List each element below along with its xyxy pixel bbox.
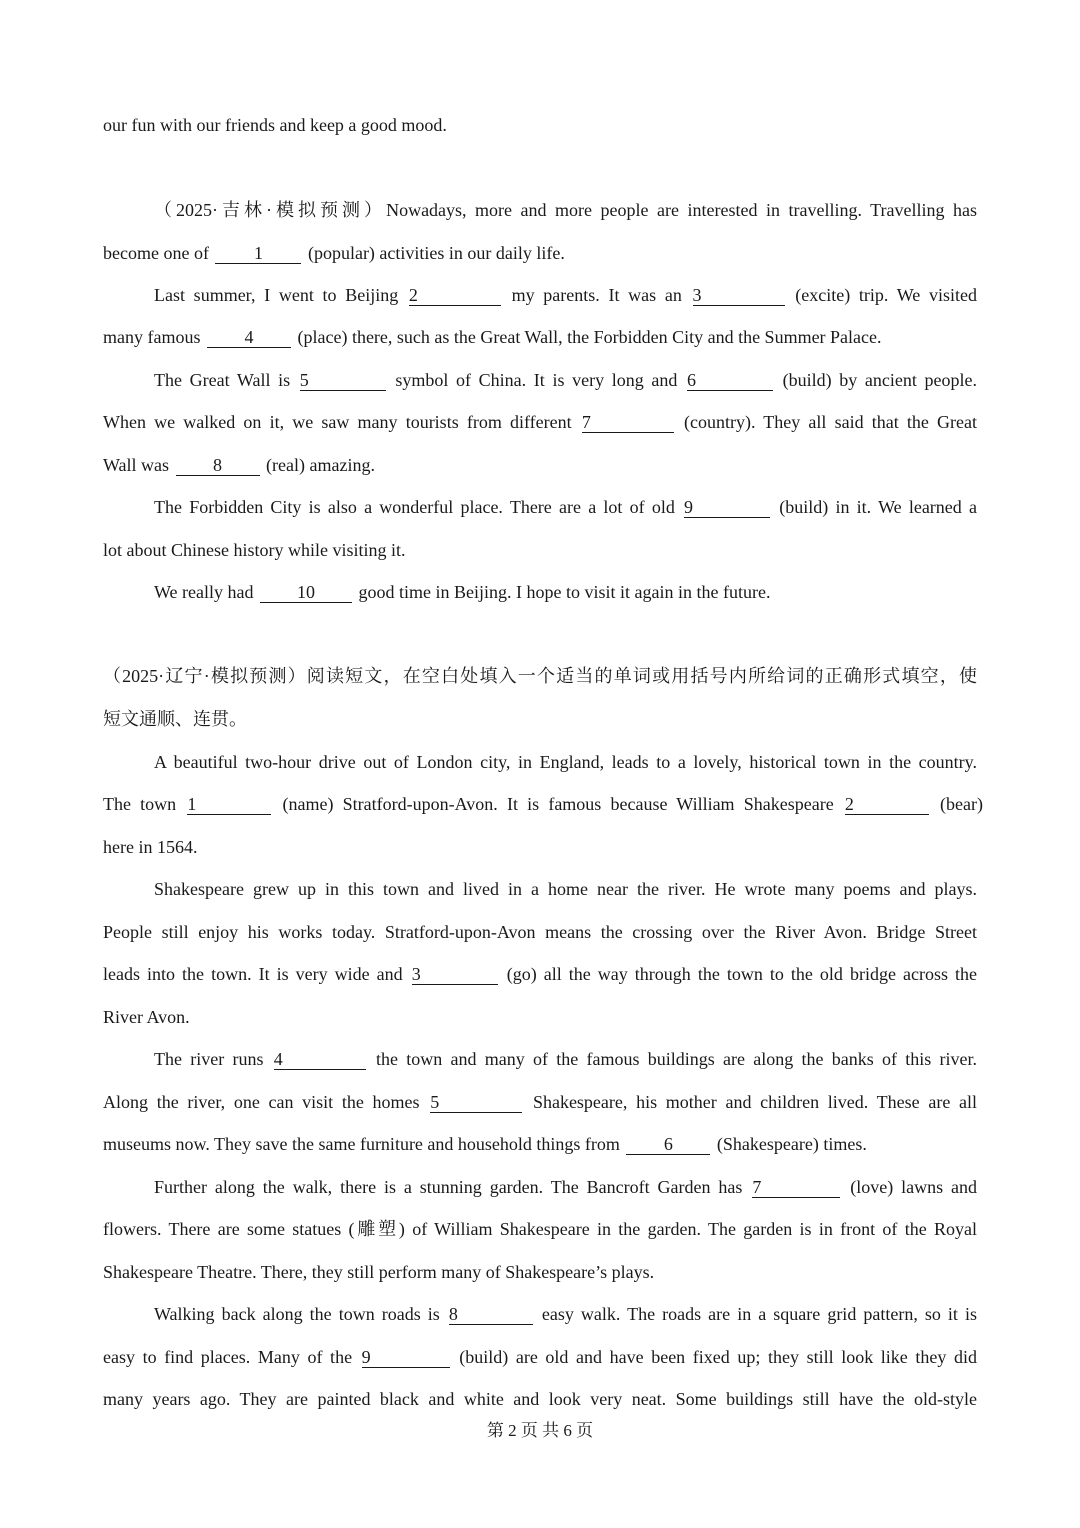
text-line: The river runs 4 the town and many of the famous buildings are along the banks of this river. — [154, 1049, 978, 1069]
text-line: Further along the walk, there is a stunning garden. The Bancroft Garden has 7 (love) lawns and — [154, 1177, 977, 1197]
passage-1-heading-line: （2025·吉林·模拟预测）Nowadays, more and more people are interested in travelling. Travelling has — [154, 200, 977, 220]
text-line: When we walked on it, we saw many tourists from different 7 (country). They all said that the Great — [103, 412, 977, 432]
text-line: museums now. They save the same furniture and household things from 6 (Shakespeare) times. — [103, 1134, 867, 1154]
text-line: Last summer, I went to Beijing 2 my parents. It was an 3 (excite) trip. We visited — [154, 285, 977, 305]
text-line: here in 1564. — [103, 837, 198, 857]
text-line: Shakespeare grew up in this town and lived in a home near the river. He wrote many poems and plays. — [154, 879, 977, 899]
answer-blank-8[interactable]: 8 — [449, 1304, 533, 1325]
instruction-line: 短文通顺、连贯。 — [103, 709, 247, 729]
text-line: many years ago. They are painted black and white and look very neat. Some buildings still have the old-style — [103, 1389, 977, 1409]
text-line: We really had 10 good time in Beijing. I hope to visit it again in the future. — [154, 582, 771, 602]
answer-blank-5[interactable]: 5 — [300, 370, 386, 391]
text-line: The Great Wall is 5 symbol of China. It is very long and 6 (build) by ancient people. — [154, 370, 977, 390]
text-line: become one of 1 (popular) activities in our daily life. — [103, 243, 565, 263]
answer-blank-7[interactable]: 7 — [752, 1177, 840, 1198]
passage-2-heading-line: （2025·辽宁·模拟预测）阅读短文，在空白处填入一个适当的单词或用括号内所给词的正确形式填空，使 — [103, 666, 977, 686]
answer-blank-8[interactable]: 8 — [176, 455, 260, 476]
text-line: The town 1 (name) Stratford-upon-Avon. It is famous because William Shakespeare 2 (bear) — [103, 794, 984, 814]
text-line: lot about Chinese history while visiting it. — [103, 540, 406, 560]
page-number-footer: 第 2 页 共 6 页 — [486, 1421, 594, 1440]
answer-blank-1[interactable]: 1 — [215, 243, 301, 264]
answer-blank-3[interactable]: 3 — [693, 285, 785, 306]
text-line: flowers. There are some statues (雕塑) of William Shakespeare in the garden. The garden is in front of the Royal — [103, 1219, 977, 1239]
text-line: People still enjoy his works today. Stratford-upon-Avon means the crossing over the River Avon. Bridge Street — [103, 922, 977, 942]
answer-blank-2[interactable]: 2 — [845, 794, 929, 815]
answer-blank-6[interactable]: 6 — [626, 1134, 710, 1155]
answer-blank-2[interactable]: 2 — [409, 285, 501, 306]
answer-blank-10[interactable]: 10 — [260, 582, 352, 603]
text-line: A beautiful two-hour drive out of London city, in England, leads to a lovely, historical town in the country. — [154, 752, 977, 772]
text-line: Walking back along the town roads is 8 easy walk. The roads are in a square grid pattern, so it is — [154, 1304, 977, 1324]
text-line: our fun with our friends and keep a good mood. — [103, 115, 447, 135]
text-line: Shakespeare Theatre. There, they still perform many of Shakespeare’s plays. — [103, 1262, 655, 1282]
answer-blank-1[interactable]: 1 — [187, 794, 271, 815]
answer-blank-9[interactable]: 9 — [362, 1347, 450, 1368]
answer-blank-4[interactable]: 4 — [274, 1049, 366, 1070]
answer-blank-7[interactable]: 7 — [582, 412, 674, 433]
text-line: River Avon. — [103, 1007, 190, 1027]
answer-blank-6[interactable]: 6 — [687, 370, 773, 391]
text-line: easy to find places. Many of the 9 (build) are old and have been fixed up; they still look like they did — [103, 1347, 977, 1367]
text-line: Along the river, one can visit the homes 5 Shakespeare, his mother and children lived. These are all — [103, 1092, 977, 1112]
text-line: The Forbidden City is also a wonderful place. There are a lot of old 9 (build) in it. We learned a — [154, 497, 977, 517]
text-line: many famous 4 (place) there, such as the Great Wall, the Forbidden City and the Summer Palace. — [103, 327, 882, 347]
answer-blank-9[interactable]: 9 — [684, 497, 770, 518]
answer-blank-4[interactable]: 4 — [207, 327, 291, 348]
text-line: leads into the town. It is very wide and 3 (go) all the way through the town to the old bridge across the — [103, 964, 977, 984]
text-line: Wall was 8 (real) amazing. — [103, 455, 375, 475]
answer-blank-5[interactable]: 5 — [430, 1092, 522, 1113]
answer-blank-3[interactable]: 3 — [412, 964, 498, 985]
